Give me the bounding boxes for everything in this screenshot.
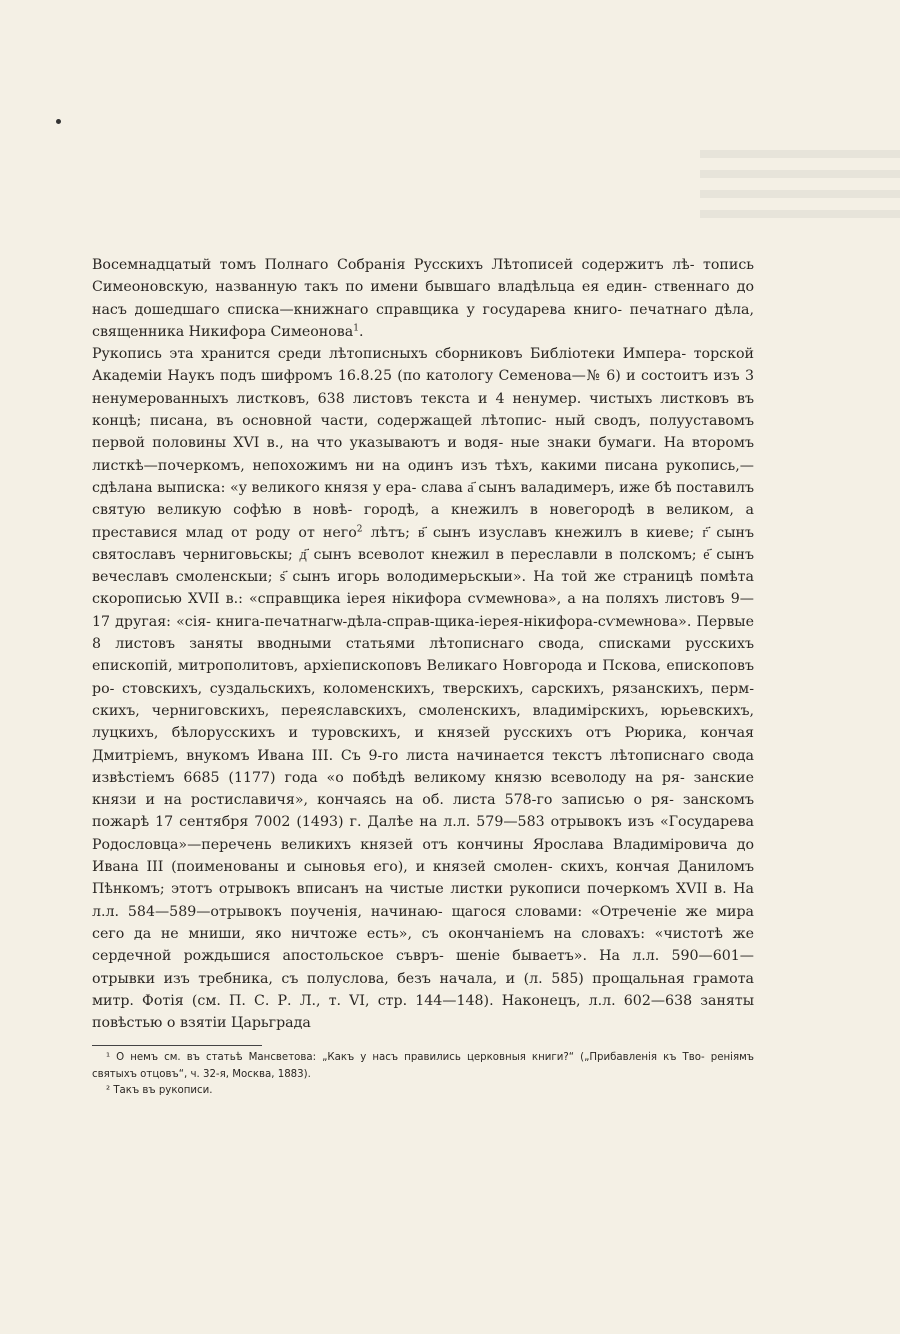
text-line: . <box>358 323 364 340</box>
text-line: митрополитовъ, архіепископовъ Великаго Новгорода и Пскова, епископовъ ро- <box>92 658 754 697</box>
footnote-line: реніямъ святыхъ отцовъ“, ч. 32-я, Москва, 1883). <box>92 1052 754 1080</box>
text-line: топись Симеоновскую, названную такъ по имени бывшаго владѣльца ея един- <box>92 257 754 296</box>
text-line: щагося словами: «Отреченіе же мира сего да не мниши, яко ничтоже есть», съ <box>92 903 755 942</box>
text-line: стовскихъ, суздальскихъ, коломенскихъ, тверскихъ, сарскихъ, рязанскихъ, перм- <box>122 680 754 697</box>
text-line: «справщика іерея нікифора сѵмеѡнова», а на поляхъ листовъ 9—17 другая: «сія- <box>92 591 754 630</box>
text-line: чистыхъ листковъ въ концѣ; писана, въ основной части, содержащей лѣтопис- <box>92 390 754 430</box>
footnote-line: ¹ О немъ см. въ статьѣ Мансветова: „Какъ у насъ правились церковныя книги?“ („Прибавленія къ Тво- <box>106 1052 705 1063</box>
footnote-1 <box>92 1050 754 1083</box>
text-line: заняты вводными статьями лѣтописнаго свода, списками русскихъ епископій, <box>92 636 754 675</box>
text-line: ственнаго до насъ дошедшаго списка—книжнаго справщика у государева книго- <box>92 279 755 318</box>
text-line: городѣ, а кнежилъ в новегородѣ в великом, а преставися млад от роду от него <box>92 502 754 541</box>
footnote-2: ² Такъ въ рукописи. <box>106 1085 213 1096</box>
text-line: слава а҃ сынъ валадимеръ, иже бѣ поставилъ святую великую софѣю в новѣ- <box>92 479 754 519</box>
text-line: сынъ всеволот кнежил в переславли в полскомъ; е҃ сынъ вечеславъ смоленскыи; <box>92 546 755 586</box>
text-line: лѣтъ; в҃ сынъ изуславъ кнежилъ в киеве; г҃ сынъ святославъ черниговьскы; д҃ <box>92 524 755 563</box>
text-line: ѕ҃ сынъ игорь володимерьскыи». На той же страницѣ помѣта скорописью XVII в.: <box>92 569 754 608</box>
paragraph-1 <box>92 254 754 343</box>
text-line: Рукопись эта хранится среди лѣтописныхъ сборниковъ Библіотеки Импера- <box>92 346 687 363</box>
text-line: стр. 144—148). Наконецъ, л.л. 602—638 заняты повѣстью о взятіи Царьграда <box>92 992 755 1032</box>
text-line: окончаніемъ на словахъ: «чистотѣ же сердечной рождьшися апостольское съвръ- <box>92 925 755 965</box>
text-line: Владиміровича до Ивана III (поименованы и сыновья его), и князей смолен- <box>92 836 755 876</box>
text-line: занские князи и на ростиславичя», кончаясь на об. листа 578-го записью о ря- <box>92 769 754 809</box>
text-line: и состоитъ изъ 3 ненумерованныхъ листковъ, 638 листовъ текста и 4 ненумер. <box>92 368 755 407</box>
text-line: луцкихъ, бѣлорусскихъ и туровскихъ, и князей русскихъ отъ Рюрика, кончая <box>92 725 754 742</box>
text-line: ный сводъ, полууставомъ первой половины XVI в., на что указываютъ и водя- <box>92 413 754 452</box>
text-line: скихъ, черниговскихъ, переяславскихъ, смоленскихъ, владимірскихъ, юрьевскихъ, <box>92 702 754 719</box>
footnote-ref-2: 2 <box>356 523 363 534</box>
text-line: начала, и (л. 585) прощальная грамота митр. Фотія (см. П. С. Р. Л., т. VI, <box>92 970 755 1009</box>
text-line: Дмитріемъ, внукомъ Ивана III. Съ 9-го листа начинается текстъ лѣтописнаго <box>92 747 705 764</box>
footnotes <box>92 1050 754 1100</box>
text-line: печатнаго дѣла, священника Никифора Симеонова <box>92 301 754 340</box>
text-line: торской Академіи Наукъ подъ шифромъ 16.8.25 (по катологу Семенова—№ 6) <box>92 346 754 385</box>
text-line: изъ тѣхъ, какими писана рукопись,—сдѣлана выписка: «у великого князя у ера- <box>92 457 754 496</box>
text-line: Восемнадцатый томъ Полнаго Собранія Русскихъ Лѣтописей содержитъ лѣ- <box>92 257 695 273</box>
footnote-ref-1: 1 <box>353 323 359 334</box>
text-line: свода извѣстіемъ 6685 (1177) года «о побѣдѣ великому князю всеволоду на ря- <box>92 747 754 786</box>
text-line: занскомъ пожарѣ 17 сентября 7002 (1493) г. Далѣе на л.л. 579—583 отрывокъ <box>92 792 754 831</box>
ink-speck <box>56 119 61 124</box>
text-line: рукописи почеркомъ XVII в. На л.л. 584—589—отрывокъ поученія, начинаю- <box>92 881 754 920</box>
text-line: шеніе бываетъ». На л.л. 590—601—отрывки изъ требника, съ полуслова, безъ <box>92 948 754 987</box>
footnote-divider <box>92 1045 262 1046</box>
paragraph-2 <box>92 343 754 1034</box>
text-line: книга-печатнагѡ-дѣла-справ-щика-іерея-нікифора-сѵмеѡнова». Первые 8 листовъ <box>92 613 754 653</box>
text-line: ные знаки бумаги. На второмъ листкѣ—почеркомъ, непохожимъ ни на одинъ <box>92 435 754 474</box>
bleed-through-text <box>700 150 900 260</box>
text-line: скихъ, кончая Даниломъ Пѣнкомъ; этотъ отрывокъ вписанъ на чистые листки <box>92 859 754 898</box>
text-line: изъ «Государева Родословца»—перечень великихъ князей отъ кончины Ярослава <box>92 814 754 853</box>
main-text <box>92 254 754 1034</box>
